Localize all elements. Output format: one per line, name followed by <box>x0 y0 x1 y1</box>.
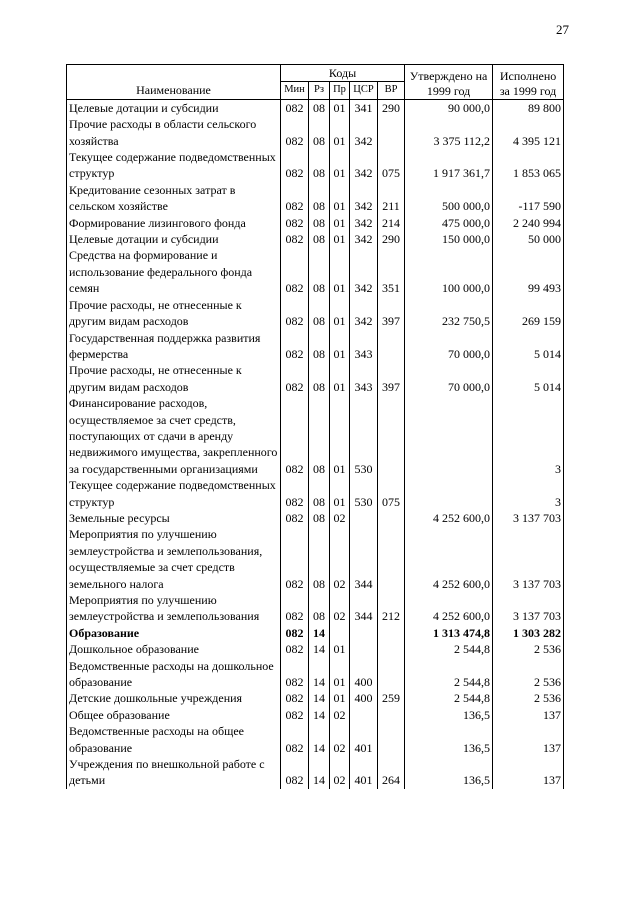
row-name: Дошкольное образование <box>67 641 281 657</box>
row-name: Мероприятия по улучшению землеустройства и землепользования, осуществляемые за счет средств земельного налога <box>67 526 281 592</box>
row-csr: 342 <box>350 247 378 296</box>
row-min: 082 <box>281 182 309 215</box>
row-vr: 214 <box>378 215 405 231</box>
row-vr: 075 <box>378 149 405 182</box>
row-vr: 290 <box>378 99 405 116</box>
table-row <box>67 707 564 723</box>
row-executed: 1 303 282 <box>493 625 564 641</box>
header-csr: ЦСР <box>350 82 378 99</box>
table-row <box>67 658 564 691</box>
row-csr: 401 <box>350 723 378 756</box>
row-approved: 70 000,0 <box>405 330 493 363</box>
row-csr: 343 <box>350 330 378 363</box>
row-rz: 14 <box>309 707 330 723</box>
row-min: 082 <box>281 625 309 641</box>
row-vr: 212 <box>378 592 405 625</box>
row-executed: 137 <box>493 756 564 789</box>
row-rz: 14 <box>309 658 330 691</box>
row-csr: 342 <box>350 116 378 149</box>
table-row <box>67 592 564 625</box>
row-name: Земельные ресурсы <box>67 510 281 526</box>
row-pr: 02 <box>330 592 350 625</box>
row-approved: 1 313 474,8 <box>405 625 493 641</box>
row-csr: 342 <box>350 149 378 182</box>
row-approved: 136,5 <box>405 707 493 723</box>
table-row <box>67 231 564 247</box>
row-pr: 01 <box>330 231 350 247</box>
row-csr: 342 <box>350 215 378 231</box>
row-vr <box>378 116 405 149</box>
row-executed: 5 014 <box>493 330 564 363</box>
row-name: Прочие расходы, не отнесенные к другим видам расходов <box>67 362 281 395</box>
row-executed: 4 395 121 <box>493 116 564 149</box>
row-executed: 3 137 703 <box>493 592 564 625</box>
row-csr: 341 <box>350 99 378 116</box>
row-executed: 3 <box>493 395 564 477</box>
header-rz: Рз <box>309 82 330 99</box>
row-rz: 08 <box>309 510 330 526</box>
row-approved: 150 000,0 <box>405 231 493 247</box>
row-pr: 01 <box>330 690 350 706</box>
row-min: 082 <box>281 362 309 395</box>
row-rz: 08 <box>309 116 330 149</box>
row-rz: 08 <box>309 231 330 247</box>
row-approved: 136,5 <box>405 756 493 789</box>
row-executed: 50 000 <box>493 231 564 247</box>
table-row <box>67 215 564 231</box>
row-vr <box>378 641 405 657</box>
row-vr <box>378 723 405 756</box>
row-approved: 4 252 600,0 <box>405 510 493 526</box>
row-rz: 14 <box>309 625 330 641</box>
row-csr: 400 <box>350 690 378 706</box>
row-approved <box>405 395 493 477</box>
table-row <box>67 723 564 756</box>
row-rz: 08 <box>309 99 330 116</box>
row-approved: 4 252 600,0 <box>405 526 493 592</box>
row-vr: 351 <box>378 247 405 296</box>
row-min: 082 <box>281 510 309 526</box>
row-name: Средства на формирование и использование федерального фонда семян <box>67 247 281 296</box>
row-csr: 344 <box>350 592 378 625</box>
row-min: 082 <box>281 99 309 116</box>
row-approved: 2 544,8 <box>405 658 493 691</box>
row-approved: 2 544,8 <box>405 690 493 706</box>
row-min: 082 <box>281 231 309 247</box>
row-min: 082 <box>281 707 309 723</box>
table-row <box>67 625 564 641</box>
header-executed: Исполнено за 1999 год <box>493 65 564 100</box>
table-row <box>67 247 564 296</box>
row-pr: 01 <box>330 247 350 296</box>
table-row <box>67 526 564 592</box>
row-executed: 1 853 065 <box>493 149 564 182</box>
row-min: 082 <box>281 723 309 756</box>
table-body <box>67 99 564 789</box>
row-pr: 01 <box>330 215 350 231</box>
row-min: 082 <box>281 395 309 477</box>
row-rz: 14 <box>309 641 330 657</box>
row-rz: 08 <box>309 592 330 625</box>
header-name: Наименование <box>67 65 281 100</box>
row-vr <box>378 526 405 592</box>
table-row <box>67 477 564 510</box>
row-pr: 02 <box>330 526 350 592</box>
row-executed: 2 536 <box>493 658 564 691</box>
row-vr: 264 <box>378 756 405 789</box>
row-min: 082 <box>281 658 309 691</box>
header-vr: ВР <box>378 82 405 99</box>
row-name: Финансирование расходов, осуществляемое за счет средств, поступающих от сдачи в аренду недвижимого имущества, закрепленного за государственными организациями <box>67 395 281 477</box>
row-name: Ведомственные расходы на дошкольное образование <box>67 658 281 691</box>
table-row <box>67 395 564 477</box>
row-rz: 14 <box>309 723 330 756</box>
row-csr: 530 <box>350 395 378 477</box>
row-pr: 01 <box>330 149 350 182</box>
header-pr: Пр <box>330 82 350 99</box>
row-vr: 211 <box>378 182 405 215</box>
row-approved <box>405 477 493 510</box>
row-min: 082 <box>281 116 309 149</box>
row-rz: 08 <box>309 395 330 477</box>
row-pr: 01 <box>330 395 350 477</box>
budget-table <box>66 64 564 789</box>
row-csr: 400 <box>350 658 378 691</box>
row-name: Учреждения по внешкольной работе с детьми <box>67 756 281 789</box>
row-vr: 290 <box>378 231 405 247</box>
row-rz: 08 <box>309 215 330 231</box>
row-pr: 02 <box>330 723 350 756</box>
table-row <box>67 362 564 395</box>
row-vr <box>378 707 405 723</box>
page-number: 27 <box>556 22 569 37</box>
table-row <box>67 99 564 116</box>
row-name: Образование <box>67 625 281 641</box>
row-vr <box>378 625 405 641</box>
row-approved: 4 252 600,0 <box>405 592 493 625</box>
row-min: 082 <box>281 756 309 789</box>
row-csr: 342 <box>350 297 378 330</box>
row-vr: 397 <box>378 297 405 330</box>
row-name: Формирование лизингового фонда <box>67 215 281 231</box>
row-executed: 137 <box>493 723 564 756</box>
row-executed: 89 800 <box>493 99 564 116</box>
row-csr: 344 <box>350 526 378 592</box>
row-approved: 232 750,5 <box>405 297 493 330</box>
row-executed: 3 137 703 <box>493 526 564 592</box>
row-rz: 08 <box>309 149 330 182</box>
table-row <box>67 116 564 149</box>
row-rz: 08 <box>309 362 330 395</box>
header-codes: Коды <box>281 65 405 82</box>
row-executed: -117 590 <box>493 182 564 215</box>
row-vr: 075 <box>378 477 405 510</box>
row-executed: 3 <box>493 477 564 510</box>
row-vr <box>378 658 405 691</box>
row-approved: 2 544,8 <box>405 641 493 657</box>
row-csr <box>350 707 378 723</box>
row-executed: 137 <box>493 707 564 723</box>
row-approved: 1 917 361,7 <box>405 149 493 182</box>
row-pr: 02 <box>330 510 350 526</box>
table-row <box>67 149 564 182</box>
row-executed: 269 159 <box>493 297 564 330</box>
row-name: Мероприятия по улучшению землеустройства и землепользования <box>67 592 281 625</box>
row-executed: 99 493 <box>493 247 564 296</box>
row-pr: 01 <box>330 641 350 657</box>
row-rz: 08 <box>309 526 330 592</box>
row-approved: 136,5 <box>405 723 493 756</box>
row-csr <box>350 641 378 657</box>
row-rz: 14 <box>309 690 330 706</box>
row-csr: 343 <box>350 362 378 395</box>
row-min: 082 <box>281 330 309 363</box>
row-pr <box>330 625 350 641</box>
row-min: 082 <box>281 690 309 706</box>
row-pr: 01 <box>330 99 350 116</box>
row-pr: 01 <box>330 182 350 215</box>
row-min: 082 <box>281 641 309 657</box>
row-pr: 02 <box>330 707 350 723</box>
row-name: Государственная поддержка развития фермерства <box>67 330 281 363</box>
row-name: Прочие расходы, не отнесенные к другим видам расходов <box>67 297 281 330</box>
row-name: Целевые дотации и субсидии <box>67 231 281 247</box>
row-pr: 01 <box>330 362 350 395</box>
row-executed: 2 536 <box>493 641 564 657</box>
header-min: Мин <box>281 82 309 99</box>
row-csr: 530 <box>350 477 378 510</box>
row-approved: 90 000,0 <box>405 99 493 116</box>
row-min: 082 <box>281 477 309 510</box>
row-csr: 401 <box>350 756 378 789</box>
row-executed: 2 536 <box>493 690 564 706</box>
row-csr: 342 <box>350 231 378 247</box>
row-rz: 14 <box>309 756 330 789</box>
row-pr: 01 <box>330 116 350 149</box>
row-vr <box>378 330 405 363</box>
row-name: Текущее содержание подведомственных структур <box>67 477 281 510</box>
row-name: Ведомственные расходы на общее образование <box>67 723 281 756</box>
row-rz: 08 <box>309 477 330 510</box>
table-row <box>67 690 564 706</box>
row-csr: 342 <box>350 182 378 215</box>
row-name: Целевые дотации и субсидии <box>67 99 281 116</box>
table-row <box>67 510 564 526</box>
row-pr: 01 <box>330 330 350 363</box>
row-min: 082 <box>281 297 309 330</box>
row-csr <box>350 510 378 526</box>
row-min: 082 <box>281 247 309 296</box>
row-rz: 08 <box>309 247 330 296</box>
row-vr: 397 <box>378 362 405 395</box>
row-min: 082 <box>281 149 309 182</box>
row-min: 082 <box>281 592 309 625</box>
row-name: Текущее содержание подведомственных структур <box>67 149 281 182</box>
row-rz: 08 <box>309 330 330 363</box>
row-pr: 01 <box>330 658 350 691</box>
table-row <box>67 641 564 657</box>
row-pr: 01 <box>330 477 350 510</box>
row-pr: 01 <box>330 297 350 330</box>
row-name: Прочие расходы в области сельского хозяйства <box>67 116 281 149</box>
row-approved: 475 000,0 <box>405 215 493 231</box>
row-executed: 2 240 994 <box>493 215 564 231</box>
row-approved: 500 000,0 <box>405 182 493 215</box>
row-approved: 100 000,0 <box>405 247 493 296</box>
table-row <box>67 297 564 330</box>
row-executed: 5 014 <box>493 362 564 395</box>
row-name: Кредитование сезонных затрат в сельском хозяйстве <box>67 182 281 215</box>
row-approved: 3 375 112,2 <box>405 116 493 149</box>
row-vr <box>378 395 405 477</box>
row-approved: 70 000,0 <box>405 362 493 395</box>
table-row <box>67 330 564 363</box>
table-row <box>67 182 564 215</box>
row-executed: 3 137 703 <box>493 510 564 526</box>
row-name: Детские дошкольные учреждения <box>67 690 281 706</box>
row-min: 082 <box>281 215 309 231</box>
table-row <box>67 756 564 789</box>
row-min: 082 <box>281 526 309 592</box>
row-vr: 259 <box>378 690 405 706</box>
row-pr: 02 <box>330 756 350 789</box>
row-rz: 08 <box>309 297 330 330</box>
row-rz: 08 <box>309 182 330 215</box>
row-csr <box>350 625 378 641</box>
row-vr <box>378 510 405 526</box>
header-approved: Утверждено на 1999 год <box>405 65 493 100</box>
row-name: Общее образование <box>67 707 281 723</box>
